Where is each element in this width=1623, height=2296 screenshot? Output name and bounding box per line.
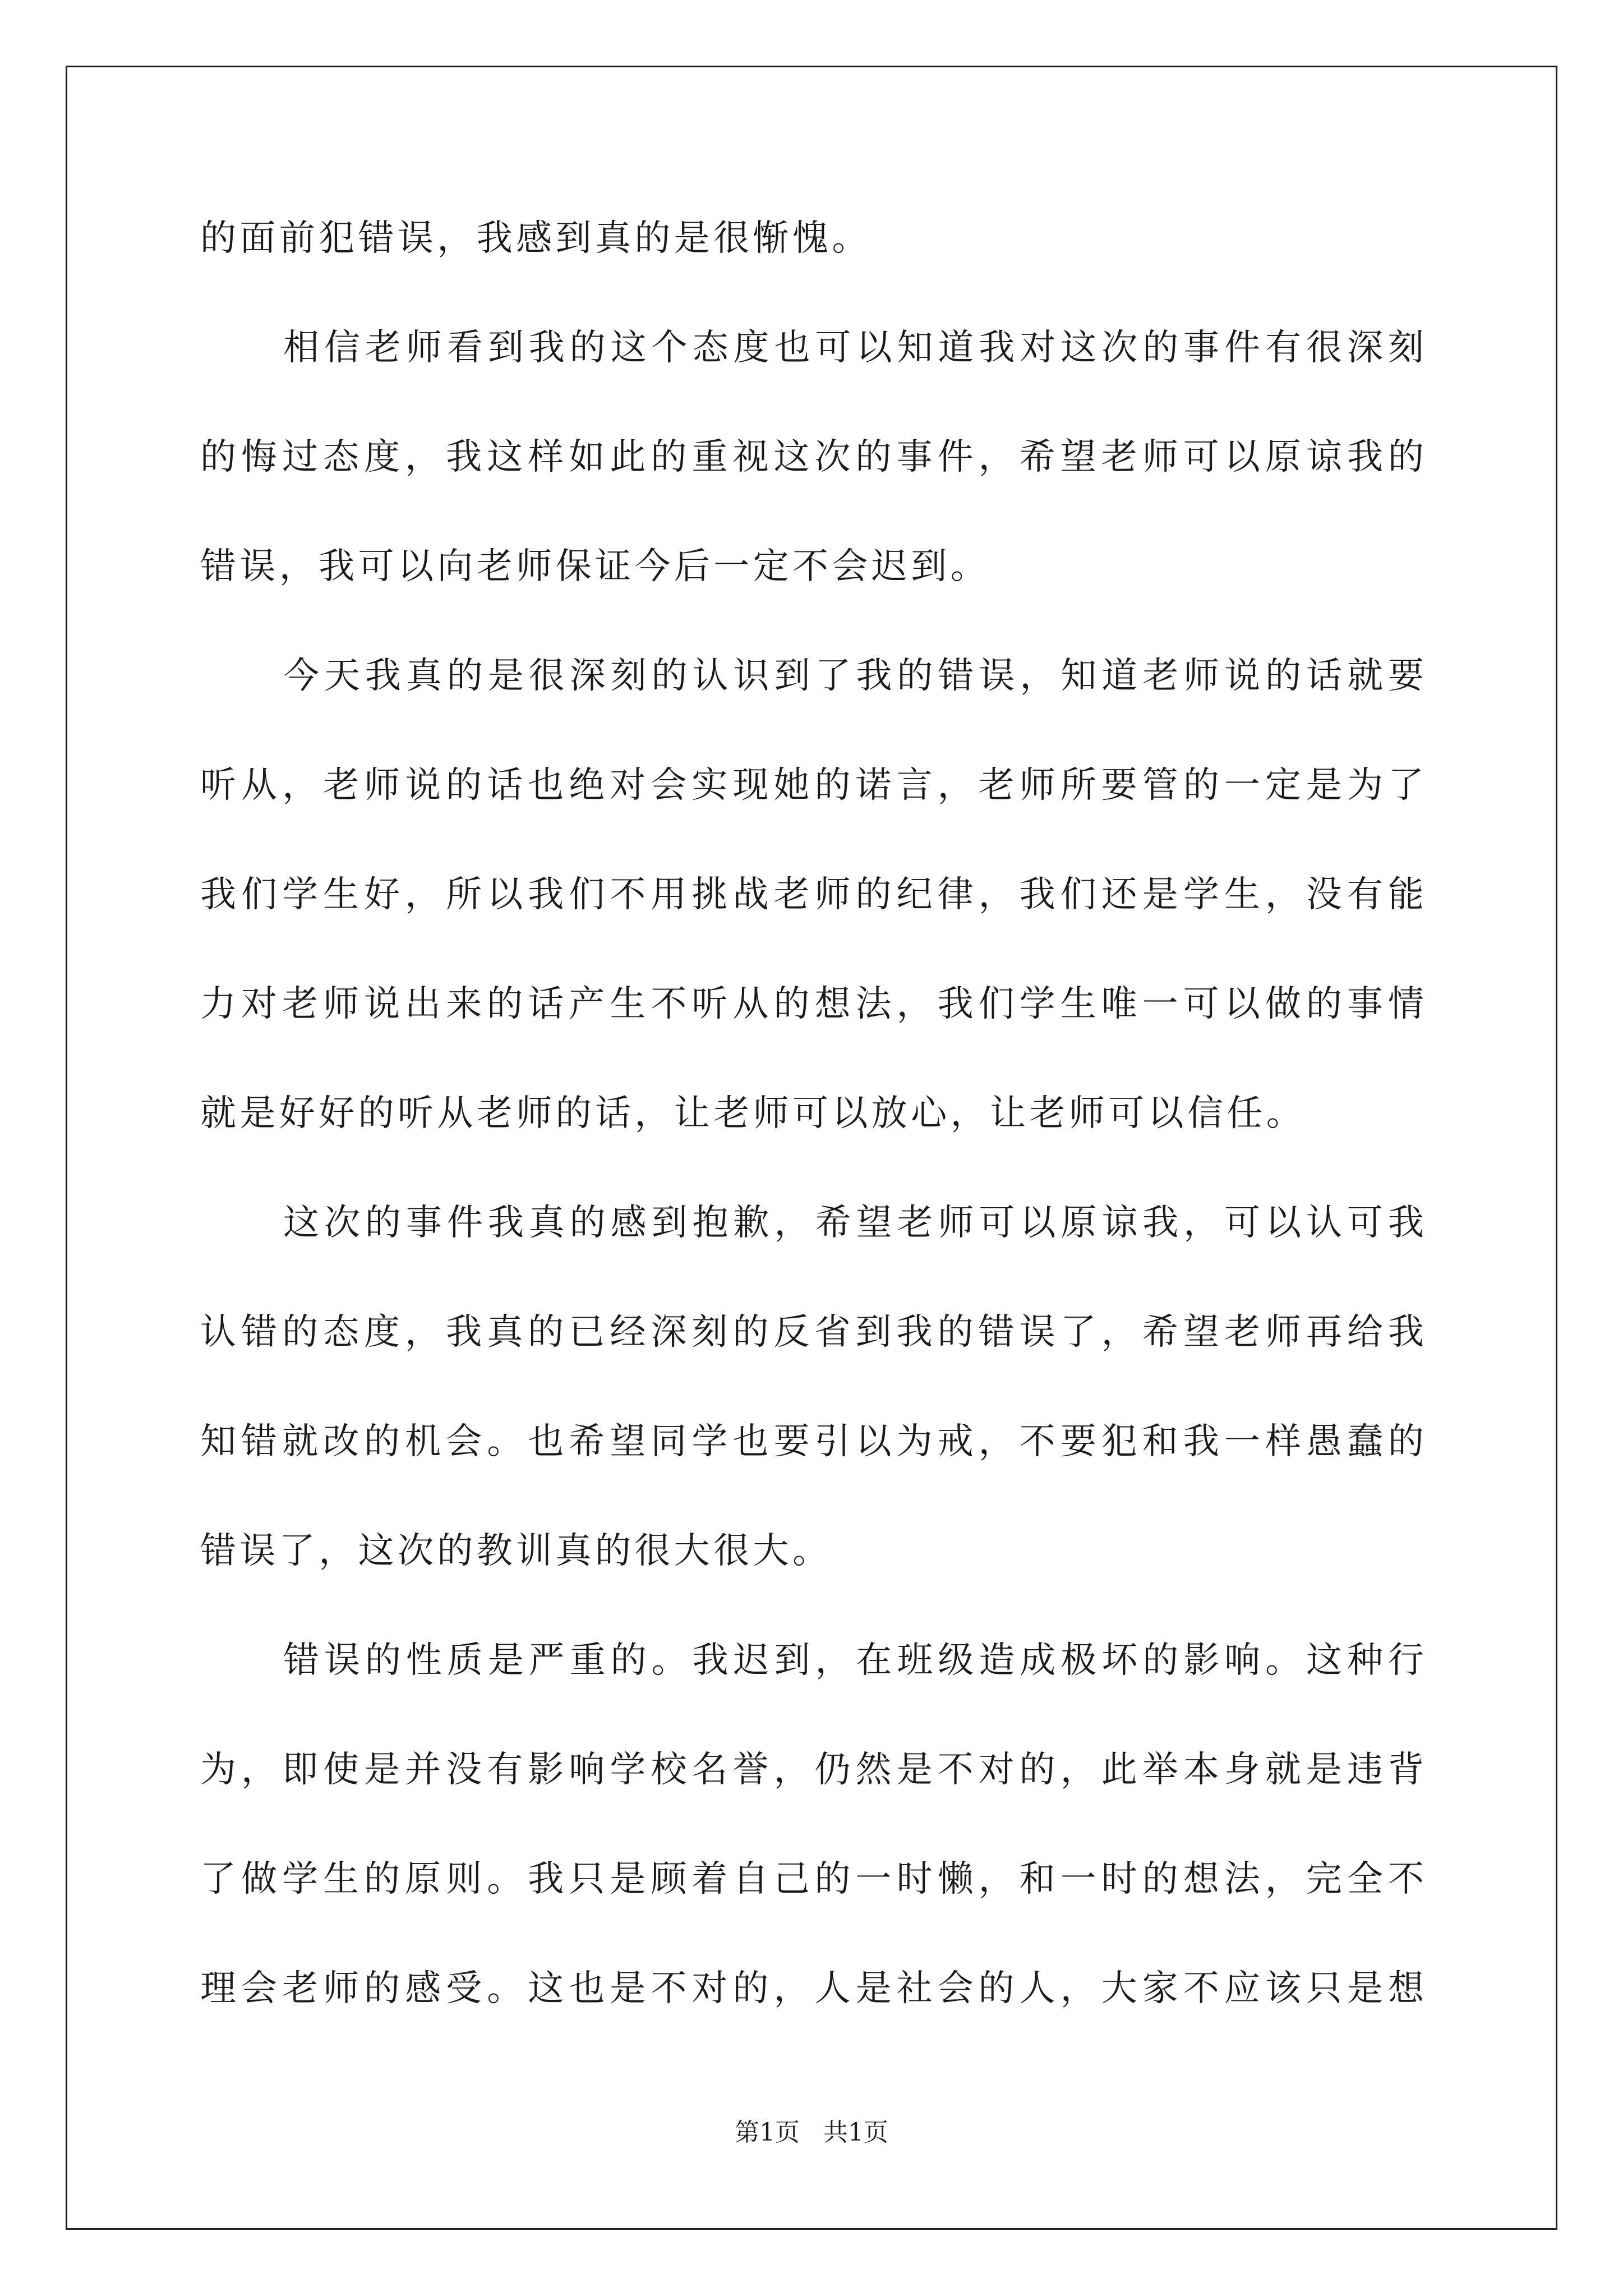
text-line: 力对老师说出来的话产生不听从的想法，我们学生唯一可以做的事情	[200, 983, 1424, 1025]
text-line: 了做学生的原则。我只是顾着自己的一时懒，和一时的想法，完全不	[200, 1858, 1424, 1900]
text-line: 就是好好的听从老师的话，让老师可以放心，让老师可以信任。	[200, 1093, 1306, 1134]
paragraph-start-line: 错误的性质是严重的。我迟到，在班级造成极坏的影响。这种行	[283, 1640, 1424, 1681]
paragraph-start-line: 相信老师看到我的这个态度也可以知道我对这次的事件有很深刻	[283, 327, 1424, 369]
text-line: 认错的态度，我真的已经深刻的反省到我的错误了，希望老师再给我	[200, 1312, 1424, 1353]
text-line: 错误，我可以向老师保证今后一定不会迟到。	[200, 546, 990, 587]
text-line: 知错就改的机会。也希望同学也要引以为戒，不要犯和我一样愚蠢的	[200, 1421, 1424, 1462]
text-line: 的悔过态度，我这样如此的重视这次的事件，希望老师可以原谅我的	[200, 436, 1424, 478]
text-line: 理会老师的感受。这也是不对的，人是社会的人，大家不应该只是想	[200, 1968, 1424, 2009]
text-line: 错误了，这次的教训真的很大很大。	[200, 1530, 832, 1572]
text-line: 的面前犯错误，我感到真的是很惭愧。	[200, 218, 872, 259]
text-line: 为，即使是并没有影响学校名誉，仍然是不对的，此举本身就是违背	[200, 1749, 1424, 1791]
text-line: 我们学生好，所以我们不用挑战老师的纪律，我们还是学生，没有能	[200, 874, 1424, 915]
text-line: 听从，老师说的话也绝对会实现她的诺言，老师所要管的一定是为了	[200, 765, 1424, 806]
page-footer	[0, 2116, 1623, 2150]
paragraph-start-line: 这次的事件我真的感到抱歉，希望老师可以原谅我，可以认可我	[283, 1202, 1424, 1244]
paragraph-start-line: 今天我真的是很深刻的认识到了我的错误，知道老师说的话就要	[283, 655, 1424, 697]
page-number: 第1页	[735, 2118, 800, 2147]
page-total: 共1页	[823, 2118, 888, 2147]
